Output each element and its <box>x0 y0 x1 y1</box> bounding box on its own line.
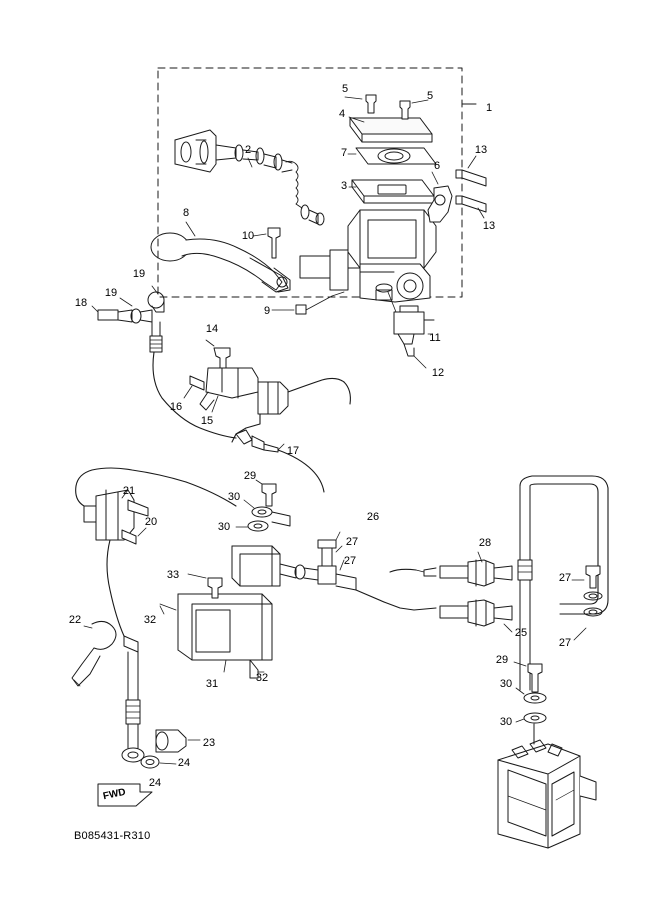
callout-number: 4 <box>338 108 346 120</box>
callout-number: 19 <box>132 268 146 280</box>
callout-number: 28 <box>478 537 492 549</box>
callout-number: 30 <box>499 678 513 690</box>
callout-number: 14 <box>205 323 219 335</box>
callout-number: 20 <box>144 516 158 528</box>
callout-number: 10 <box>241 230 255 242</box>
callout-number: 3 <box>340 180 348 192</box>
callout-number: 5 <box>341 83 349 95</box>
callout-number: 29 <box>495 654 509 666</box>
callout-number: 16 <box>169 401 183 413</box>
callout-number: 17 <box>286 445 300 457</box>
callout-number: 27 <box>558 637 572 649</box>
callout-number: 21 <box>122 485 136 497</box>
diagram-reference-code: B085431-R310 <box>74 830 151 842</box>
callout-number: 29 <box>243 470 257 482</box>
callout-number: 27 <box>343 555 357 567</box>
callout-number: 24 <box>177 757 191 769</box>
callout-number: 13 <box>474 144 488 156</box>
callout-number: 30 <box>499 716 513 728</box>
callout-number: 7 <box>340 147 348 159</box>
callout-number: 22 <box>68 614 82 626</box>
callout-number: 33 <box>166 569 180 581</box>
callout-number: 6 <box>433 160 441 172</box>
fwd-direction-label: FWD <box>102 786 127 803</box>
callout-number: 31 <box>205 678 219 690</box>
callout-number: 15 <box>200 415 214 427</box>
callout-number: 27 <box>558 572 572 584</box>
callout-number: 2 <box>244 144 252 156</box>
callout-number: 26 <box>366 511 380 523</box>
callout-number: 24 <box>148 777 162 789</box>
callout-number: 32 <box>143 614 157 626</box>
callout-number: 9 <box>263 305 271 317</box>
callout-number: 11 <box>429 332 441 344</box>
callout-number: 19 <box>104 287 118 299</box>
callout-number: 23 <box>202 737 216 749</box>
callout-number: 32 <box>255 672 269 684</box>
callout-number: 27 <box>345 536 359 548</box>
callout-number: 30 <box>217 521 231 533</box>
callout-number: 13 <box>482 220 496 232</box>
callout-number: 12 <box>431 367 445 379</box>
callout-number: 1 <box>485 102 493 114</box>
callout-number: 5 <box>426 90 434 102</box>
callout-number: 18 <box>74 297 88 309</box>
callout-number: 25 <box>514 627 528 639</box>
callout-number: 30 <box>227 491 241 503</box>
callout-number: 8 <box>182 207 190 219</box>
